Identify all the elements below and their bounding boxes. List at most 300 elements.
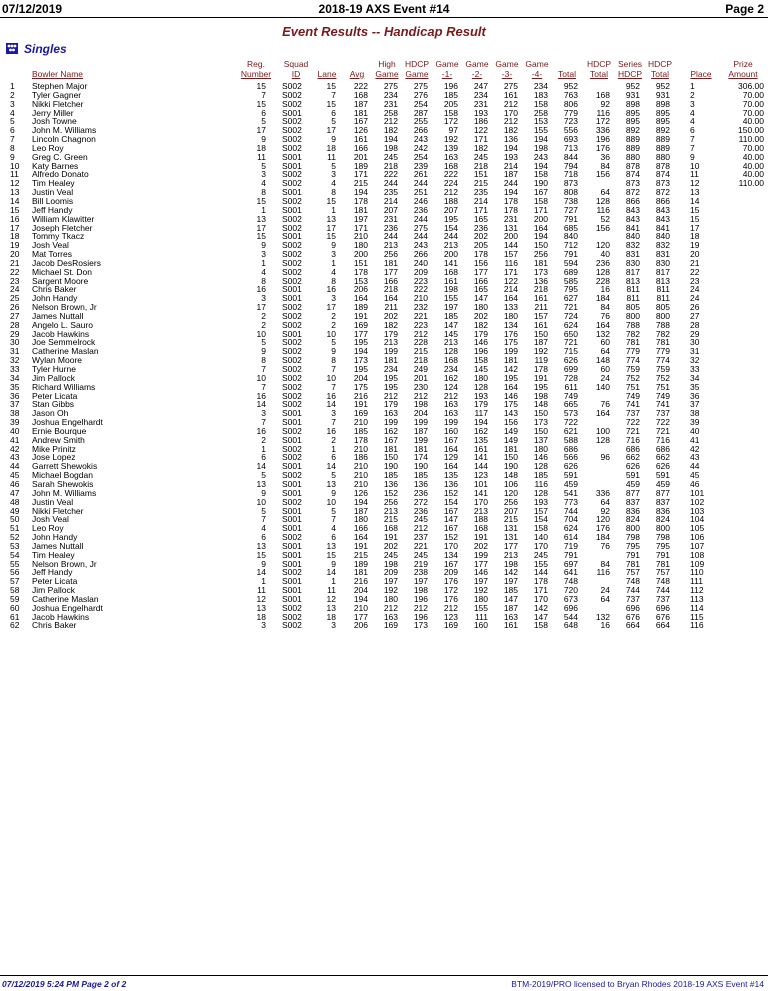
game-4: 128 (533, 461, 548, 472)
hdcp-game: 230 (413, 381, 428, 392)
game-2: 247 (473, 81, 488, 91)
high-game: 164 (383, 293, 398, 304)
game-3: 161 (503, 620, 518, 631)
average: 180 (353, 240, 368, 251)
game-3: 199 (503, 346, 518, 357)
row-number: 61 (10, 611, 20, 622)
game-3: 149 (503, 434, 518, 445)
hdcp-total: 16 (600, 620, 610, 631)
game-2: 182 (473, 142, 488, 153)
hdcp-series-total: 676 (655, 611, 670, 622)
footer-left: 07/12/2019 5:24 PM Page 2 of 2 (2, 979, 127, 989)
average: 171 (353, 222, 368, 233)
series-hdcp: 795 (625, 540, 640, 551)
high-game: 236 (383, 222, 398, 233)
bowler-name: Josh Towne (32, 116, 77, 127)
hdcp-total: 16 (600, 284, 610, 295)
game-4: 198 (533, 390, 548, 401)
game-2: 188 (473, 514, 488, 525)
reg-number: 8 (261, 355, 266, 366)
series-hdcp: 877 (625, 487, 640, 498)
reg-number: 2 (261, 319, 266, 330)
high-game: 199 (383, 346, 398, 357)
reg-number: 6 (261, 532, 266, 543)
reg-number: 3 (261, 249, 266, 260)
game-2: 180 (473, 302, 488, 313)
hdcp-game: 242 (413, 142, 428, 153)
game-3: 195 (503, 372, 518, 383)
lane: 2 (331, 319, 336, 330)
high-game: 213 (383, 337, 398, 348)
bowler-name: Peter Licata (32, 576, 78, 587)
row-number: 6 (10, 125, 15, 136)
average: 181 (353, 567, 368, 578)
high-game: 150 (383, 452, 398, 463)
bowler-name: Jeff Handy (32, 567, 73, 578)
game-1: 134 (443, 549, 458, 560)
hdcp-series-total: 872 (655, 187, 670, 198)
series-hdcp: 722 (625, 417, 640, 428)
game-1: 195 (443, 213, 458, 224)
lane: 7 (331, 417, 336, 428)
reg-number: 9 (261, 134, 266, 145)
game-4: 200 (533, 213, 548, 224)
squad-id: S002 (282, 602, 302, 613)
hdcp-game: 223 (413, 275, 428, 286)
total: 715 (563, 346, 578, 357)
series-hdcp: 748 (625, 576, 640, 587)
game-2: 168 (473, 523, 488, 534)
hdcp-game: 174 (413, 452, 428, 463)
hdcp-series-total: 744 (655, 585, 670, 596)
high-game: 177 (383, 266, 398, 277)
lane: 15 (326, 549, 336, 560)
lane: 7 (331, 514, 336, 525)
row-number: 32 (10, 355, 20, 366)
lane: 1 (331, 257, 336, 268)
lane: 9 (331, 346, 336, 357)
col-hdcp-tot-2: Total (651, 69, 669, 79)
game-4: 190 (533, 178, 548, 189)
place: 107 (690, 540, 705, 551)
bowler-name: Tyler Gagner (32, 89, 82, 100)
average: 216 (353, 390, 368, 401)
place: 17 (690, 222, 700, 233)
hdcp-series-total: 781 (655, 558, 670, 569)
lane: 15 (326, 98, 336, 109)
game-4: 243 (533, 151, 548, 162)
series-hdcp: 774 (625, 355, 640, 366)
bowler-name: Mat Torres (32, 249, 72, 260)
bowler-name: Nelson Brown, Jr (32, 302, 97, 313)
high-game: 202 (383, 540, 398, 551)
high-game: 182 (383, 125, 398, 136)
hdcp-total: 120 (595, 240, 610, 251)
high-game: 179 (383, 328, 398, 339)
lane: 15 (326, 195, 336, 206)
average: 178 (353, 266, 368, 277)
total: 686 (563, 443, 578, 454)
prize-amount: 40.00 (742, 116, 764, 127)
series-hdcp: 837 (625, 496, 640, 507)
hdcp-series-total: 889 (655, 134, 670, 145)
game-4: 144 (533, 567, 548, 578)
reg-number: 1 (261, 576, 266, 587)
game-2: 236 (473, 222, 488, 233)
game-4: 150 (533, 408, 548, 419)
lane: 16 (326, 425, 336, 436)
row-number: 38 (10, 408, 20, 419)
game-1: 139 (443, 142, 458, 153)
place: 10 (690, 160, 700, 171)
game-1: 212 (443, 390, 458, 401)
hdcp-total: 60 (600, 337, 610, 348)
hdcp-series-total: 832 (655, 240, 670, 251)
row-number: 20 (10, 249, 20, 260)
series-hdcp: 843 (625, 204, 640, 215)
game-1: 147 (443, 319, 458, 330)
prize-amount: 110.00 (738, 178, 764, 189)
total: 808 (563, 187, 578, 198)
hdcp-game: 244 (413, 178, 428, 189)
total: 621 (563, 425, 578, 436)
row-number: 31 (10, 346, 20, 357)
average: 206 (353, 620, 368, 631)
hdcp-total: 176 (595, 523, 610, 534)
game-2: 186 (473, 116, 488, 127)
lane: 17 (326, 125, 336, 136)
total: 544 (563, 611, 578, 622)
total: 696 (563, 602, 578, 613)
game-2: 117 (474, 408, 488, 419)
lane: 10 (326, 328, 336, 339)
average: 178 (353, 195, 368, 206)
reg-number: 13 (256, 478, 266, 489)
hdcp-series-total: 779 (655, 346, 670, 357)
series-hdcp: 737 (625, 593, 640, 604)
game-2: 194 (473, 417, 488, 428)
hdcp-game: 199 (413, 434, 428, 445)
total: 626 (563, 461, 578, 472)
series-hdcp: 880 (625, 151, 640, 162)
series-hdcp: 737 (625, 408, 640, 419)
lane: 6 (331, 452, 336, 463)
series-hdcp: 817 (625, 266, 640, 277)
hdcp-total: 76 (600, 310, 610, 321)
total: 614 (563, 532, 578, 543)
game-2: 161 (473, 443, 488, 454)
game-2: 135 (473, 434, 488, 445)
game-3: 214 (503, 284, 518, 295)
high-game: 182 (383, 319, 398, 330)
game-3: 275 (503, 81, 518, 91)
game-4: 245 (533, 549, 548, 560)
game-4: 171 (533, 585, 548, 596)
reg-number: 5 (261, 470, 266, 481)
place: 45 (690, 470, 700, 481)
bowler-name: Ernie Bourque (32, 425, 87, 436)
game-2: 160 (473, 620, 488, 631)
place: 27 (690, 310, 700, 321)
prize-amount: 150.00 (738, 125, 764, 136)
game-2: 193 (473, 390, 488, 401)
hdcp-game: 218 (413, 355, 428, 366)
hdcp-game: 190 (413, 461, 428, 472)
hdcp-game: 228 (413, 337, 428, 348)
game-2: 213 (473, 505, 488, 516)
lane: 18 (326, 142, 336, 153)
hdcp-series-total: 813 (655, 275, 670, 286)
total: 611 (564, 381, 578, 392)
series-hdcp: 824 (625, 514, 640, 525)
hdcp-game: 236 (413, 505, 428, 516)
game-1: 185 (443, 89, 458, 100)
game-3: 215 (503, 514, 518, 525)
game-3: 131 (503, 222, 518, 233)
hdcp-game: 236 (413, 487, 428, 498)
squad-id: S001 (282, 107, 302, 118)
game-1: 163 (443, 151, 458, 162)
squad-id: S002 (282, 257, 302, 268)
bowler-name: Josh Veal (32, 514, 69, 525)
game-3: 106 (503, 478, 518, 489)
average: 204 (353, 585, 368, 596)
reg-number: 5 (261, 337, 266, 348)
total: 844 (563, 151, 578, 162)
game-4: 158 (533, 98, 548, 109)
hdcp-series-total: 889 (655, 142, 670, 153)
row-number: 47 (10, 487, 20, 498)
average: 173 (353, 355, 368, 366)
row-number: 44 (10, 461, 20, 472)
place: 18 (690, 231, 700, 242)
place: 35 (690, 381, 700, 392)
reg-number: 13 (256, 213, 266, 224)
hdcp-game: 239 (413, 160, 428, 171)
game-1: 129 (443, 452, 458, 463)
hdcp-series-total: 880 (655, 151, 670, 162)
place: 29 (690, 328, 700, 339)
hdcp-game: 246 (413, 195, 428, 206)
hdcp-series-total: 873 (655, 178, 670, 189)
hdcp-total: 128 (595, 195, 610, 206)
hdcp-total: 24 (600, 585, 610, 596)
hdcp-game: 197 (413, 576, 428, 587)
total: 588 (563, 434, 578, 445)
squad-id: S001 (282, 523, 302, 534)
row-number: 62 (10, 620, 20, 631)
squad-id: S002 (282, 346, 302, 357)
average: 215 (353, 178, 368, 189)
lane: 2 (331, 310, 336, 321)
hdcp-series-total: 836 (655, 505, 670, 516)
lane: 3 (331, 620, 336, 631)
total: 720 (563, 585, 578, 596)
average: 168 (353, 89, 368, 100)
series-hdcp: 872 (625, 187, 640, 198)
row-number: 19 (10, 240, 20, 251)
hdcp-series-total: 741 (655, 399, 670, 410)
report-title: Event Results -- Handicap Result (282, 24, 486, 39)
bowler-name: Mike Prinitz (32, 443, 76, 454)
average: 215 (353, 549, 368, 560)
hdcp-series-total: 878 (655, 160, 670, 171)
lane: 4 (331, 266, 336, 277)
hdcp-game: 232 (413, 302, 428, 313)
col-g3-2: -3- (501, 69, 513, 79)
average: 210 (353, 478, 368, 489)
average: 166 (353, 142, 368, 153)
hdcp-game: 261 (413, 169, 428, 180)
hdcp-game: 212 (413, 523, 428, 534)
section-heading (6, 42, 67, 56)
high-game: 213 (383, 240, 398, 251)
squad-id: S001 (282, 514, 302, 525)
place: 114 (690, 602, 704, 613)
game-1: 170 (443, 540, 458, 551)
average: 189 (353, 558, 368, 569)
hdcp-series-total: 843 (655, 213, 670, 224)
total: 724 (563, 310, 578, 321)
hdcp-game: 223 (413, 319, 428, 330)
game-1: 172 (443, 116, 458, 127)
game-3: 181 (503, 355, 518, 366)
high-game: 235 (383, 187, 398, 198)
row-number: 34 (10, 372, 20, 383)
average: 187 (353, 98, 368, 109)
game-1: 154 (443, 222, 458, 233)
game-1: 176 (443, 593, 458, 604)
section-label: Singles (24, 42, 67, 56)
game-3: 143 (503, 408, 518, 419)
place: 40 (690, 425, 700, 436)
bowler-name: Sarah Shewokis (32, 478, 94, 489)
game-1: 97 (448, 125, 458, 136)
game-4: 158 (533, 620, 548, 631)
header-title: 2018-19 AXS Event #14 (318, 2, 450, 16)
place: 104 (690, 514, 705, 525)
squad-id: S001 (282, 293, 302, 304)
lane: 18 (326, 611, 336, 622)
page-header (0, 0, 768, 17)
reg-number: 9 (261, 346, 266, 357)
hdcp-total: 92 (600, 98, 610, 109)
row-number: 26 (10, 302, 20, 313)
hdcp-game: 181 (413, 443, 428, 454)
reg-number: 6 (261, 107, 266, 118)
total: 723 (563, 116, 578, 127)
high-game: 202 (383, 310, 398, 321)
squad-id: S001 (282, 160, 302, 171)
series-hdcp: 811 (626, 293, 640, 304)
reg-number: 15 (256, 549, 266, 560)
squad-id: S002 (282, 390, 302, 401)
place: 3 (690, 98, 695, 109)
average: 178 (353, 434, 368, 445)
series-hdcp: 831 (625, 249, 640, 260)
hdcp-series-total: 757 (655, 567, 670, 578)
total: 795 (563, 284, 578, 295)
total: 952 (563, 81, 578, 91)
high-game: 234 (383, 89, 398, 100)
game-2: 165 (473, 284, 488, 295)
game-3: 256 (503, 496, 518, 507)
row-number: 24 (10, 284, 20, 295)
game-4: 150 (533, 425, 548, 436)
high-game: 166 (383, 275, 398, 286)
hdcp-total: 36 (600, 151, 610, 162)
total: 624 (563, 319, 578, 330)
hdcp-total: 64 (600, 496, 610, 507)
lane: 7 (331, 381, 336, 392)
hdcp-total: 116 (596, 107, 610, 118)
reg-number: 7 (261, 364, 266, 374)
game-4: 256 (533, 249, 548, 260)
game-3: 175 (503, 337, 518, 348)
row-number: 7 (10, 134, 15, 145)
reg-number: 1 (261, 257, 266, 268)
game-3: 122 (503, 275, 518, 286)
footer-divider (0, 975, 768, 976)
bowler-name: James Nuttall (32, 540, 84, 551)
game-4: 155 (533, 125, 548, 136)
game-4: 194 (533, 134, 548, 145)
game-4: 142 (533, 602, 548, 613)
col-reg-2: Number (240, 69, 272, 79)
row-number: 39 (10, 417, 20, 428)
game-3: 190 (503, 461, 518, 472)
series-hdcp: 662 (625, 452, 640, 463)
game-3: 244 (503, 178, 518, 189)
hdcp-total: 116 (596, 204, 610, 215)
hdcp-total: 76 (600, 540, 610, 551)
game-4: 140 (533, 532, 548, 543)
game-3: 120 (503, 487, 518, 498)
place: 116 (690, 620, 704, 631)
hdcp-series-total: 749 (655, 390, 670, 401)
reg-number: 3 (261, 169, 266, 180)
squad-id: S002 (282, 496, 302, 507)
game-1: 163 (443, 399, 458, 410)
series-hdcp: 931 (625, 89, 640, 100)
game-3: 116 (504, 257, 518, 268)
squad-id: S002 (282, 249, 302, 260)
game-1: 158 (443, 107, 458, 118)
col-hdcp-tot-1: HDCP (647, 59, 673, 69)
place: 11 (690, 169, 699, 180)
hdcp-game: 187 (413, 425, 428, 436)
reg-number: 15 (256, 81, 266, 91)
hdcp-series-total: 811 (656, 284, 670, 295)
bowler-name: Nikki Fletcher (32, 505, 84, 516)
hdcp-total: 132 (595, 328, 610, 339)
place: 33 (690, 364, 700, 374)
game-2: 171 (473, 204, 488, 215)
col-prize-2: Amount (728, 69, 758, 79)
game-2: 170 (473, 496, 488, 507)
row-number: 56 (10, 567, 20, 578)
game-1: 192 (443, 134, 458, 145)
row-number: 3 (10, 98, 15, 109)
prize-amount: 110.00 (738, 134, 764, 145)
reg-number: 17 (256, 302, 266, 313)
reg-number: 12 (256, 593, 266, 604)
row-number: 40 (10, 425, 20, 436)
place: 26 (690, 302, 700, 313)
series-hdcp: 873 (625, 178, 640, 189)
hdcp-game: 201 (413, 372, 428, 383)
prize-amount: 40.00 (742, 160, 764, 171)
